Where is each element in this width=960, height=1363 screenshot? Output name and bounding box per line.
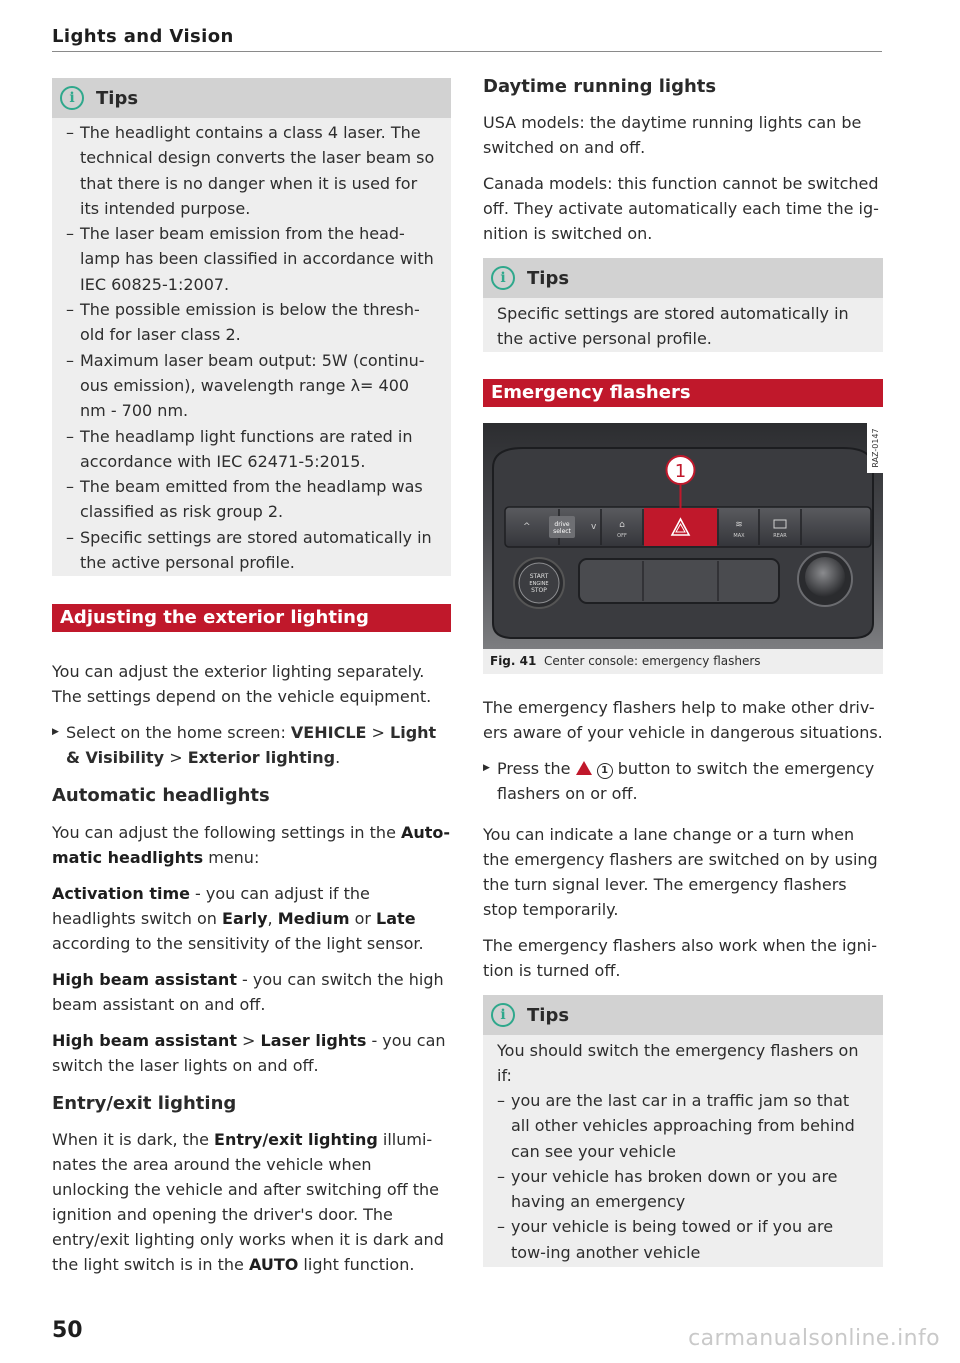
rear-label: REAR [773,533,787,539]
tips-text: Specific settings are stored automatically in the active personal profile. [497,304,849,348]
tips-item: – The beam emitted from the headlamp was classified as risk group 2. [66,474,437,525]
page-section-title: Lights and Vision [52,26,234,47]
svg-text:⌂: ⌂ [619,520,625,530]
tips-item: – The headlight contains a class 4 laser. The technical design converts the laser beam so that there is no danger when it is used for its intended purpose. [66,120,437,221]
tips-item: – Specific settings are stored automatically in the active personal profile. [66,525,437,576]
heading-daytime-running-lights: Daytime running lights [483,76,717,97]
tips-item: – Maximum laser beam output: 5W (continu-ous emission), wavelength range λ= 400 nm - 700 nm. [66,348,437,424]
menu-vehicle: VEHICLE [290,723,367,742]
adjust-intro: You can adjust the exterior lighting separately. The settings depend on the vehicle equipment. [52,662,432,706]
auto-headlights-p4: High beam assistant > Laser lights - you can switch the laser lights on and off. [52,1031,446,1075]
info-icon: i [491,266,515,290]
drl-canada: Canada models: this function cannot be switched off. They activate automatically each time the ig-nition is switched on. [483,174,879,243]
tips-label: Tips [527,267,570,289]
heading-automatic-headlights: Automatic headlights [52,785,270,806]
tips-item: – The laser beam emission from the head-lamp has been classified in accordance with IEC 60825-1:2007. [66,221,437,297]
section-title-emergency-flashers: Emergency flashers [483,379,883,407]
adjust-step: ▶ Select on the home screen: VEHICLE > Light & Visibility > Exterior lighting. [52,720,452,770]
emergency-p3: The emergency flashers also work when the igni-tion is turned off. [483,936,877,980]
hazard-triangle-icon [576,761,592,775]
tips-header [52,78,451,118]
tips-header [483,258,883,298]
svg-text:select: select [553,528,571,535]
emergency-step: ▶ Press the 1 button to switch the emergency flashers on or off. [483,756,883,806]
svg-text:ENGINE: ENGINE [529,581,549,587]
tips-intro: You should switch the emergency flashers on if: [497,1041,859,1085]
tips-item: – The possible emission is below the thresh-old for laser class 2. [66,297,437,348]
max-label: MAX [733,533,745,539]
figure-caption: Fig. 41 Center console: emergency flashers [483,649,883,674]
emergency-p1: The emergency flashers help to make other driv-ers aware of your vehicle in dangerous situations. [483,698,883,742]
off-label: OFF [617,533,627,539]
drive-select-label: drive [554,521,570,528]
tips-box-emergency [483,995,883,1267]
menu-light-visibility: Light & Visibility [66,723,437,767]
tips-label: Tips [96,87,139,109]
center-console-figure [483,423,883,649]
info-icon: i [491,1003,515,1027]
page-number: 50 [52,1318,83,1343]
tips-box-laser [52,78,451,576]
auto-headlights-p3: High beam assistant - you can switch the high beam assistant on and off. [52,970,444,1014]
auto-headlights-p2: Activation time - you can adjust if the headlights switch on Early, Medium or Late according to the sensitivity of the light sensor. [52,884,424,953]
start-label: START [529,573,549,580]
callout-number: 1 [597,763,613,779]
tips-header [483,995,883,1035]
svg-text:≋: ≋ [735,520,743,530]
heading-entry-exit-lighting: Entry/exit lighting [52,1093,237,1114]
tips-item: – your vehicle has broken down or you are having an emergency [497,1164,869,1215]
section-title-adjusting-exterior-lighting: Adjusting the exterior lighting [52,604,451,632]
menu-exterior-lighting: Exterior lighting [187,748,336,767]
emergency-p2: You can indicate a lane change or a turn when the emergency flashers are switched on by using the turn signal lever. The emergency flashers stop temporarily. [483,825,878,919]
drl-usa: USA models: the daytime running lights can be switched on and off. [483,113,862,157]
auto-headlights-p1: You can adjust the following settings in the Auto-matic headlights menu: [52,823,451,867]
tips-label: Tips [527,1004,570,1026]
callout-1-label: 1 [674,461,687,482]
info-icon: i [60,86,84,110]
entry-exit-paragraph: When it is dark, the Entry/exit lighting illumi-nates the area around the vehicle when unlocking the vehicle and after switching off the ignition and opening the driver's door. The entry/exit lighting only works when it is dark and the light switch is in the AUTO light function. [52,1130,444,1274]
svg-text:v: v [591,522,597,532]
svg-text:^: ^ [523,522,531,532]
tips-item: – The headlamp light functions are rated in accordance with IEC 62471-5:2015. [66,424,437,475]
tips-box-settings [483,258,883,352]
tips-item: – you are the last car in a traffic jam so that all other vehicles approaching from behind can see your vehicle [497,1088,869,1164]
header-divider [52,51,882,52]
figure-code: RAZ-0147 [871,428,880,468]
svg-text:STOP: STOP [531,587,547,594]
watermark: carmanualsonline.info [688,1326,940,1351]
tips-item: – your vehicle is being towed or if you are tow-ing another vehicle [497,1214,869,1265]
center-console-illustration [483,423,883,649]
